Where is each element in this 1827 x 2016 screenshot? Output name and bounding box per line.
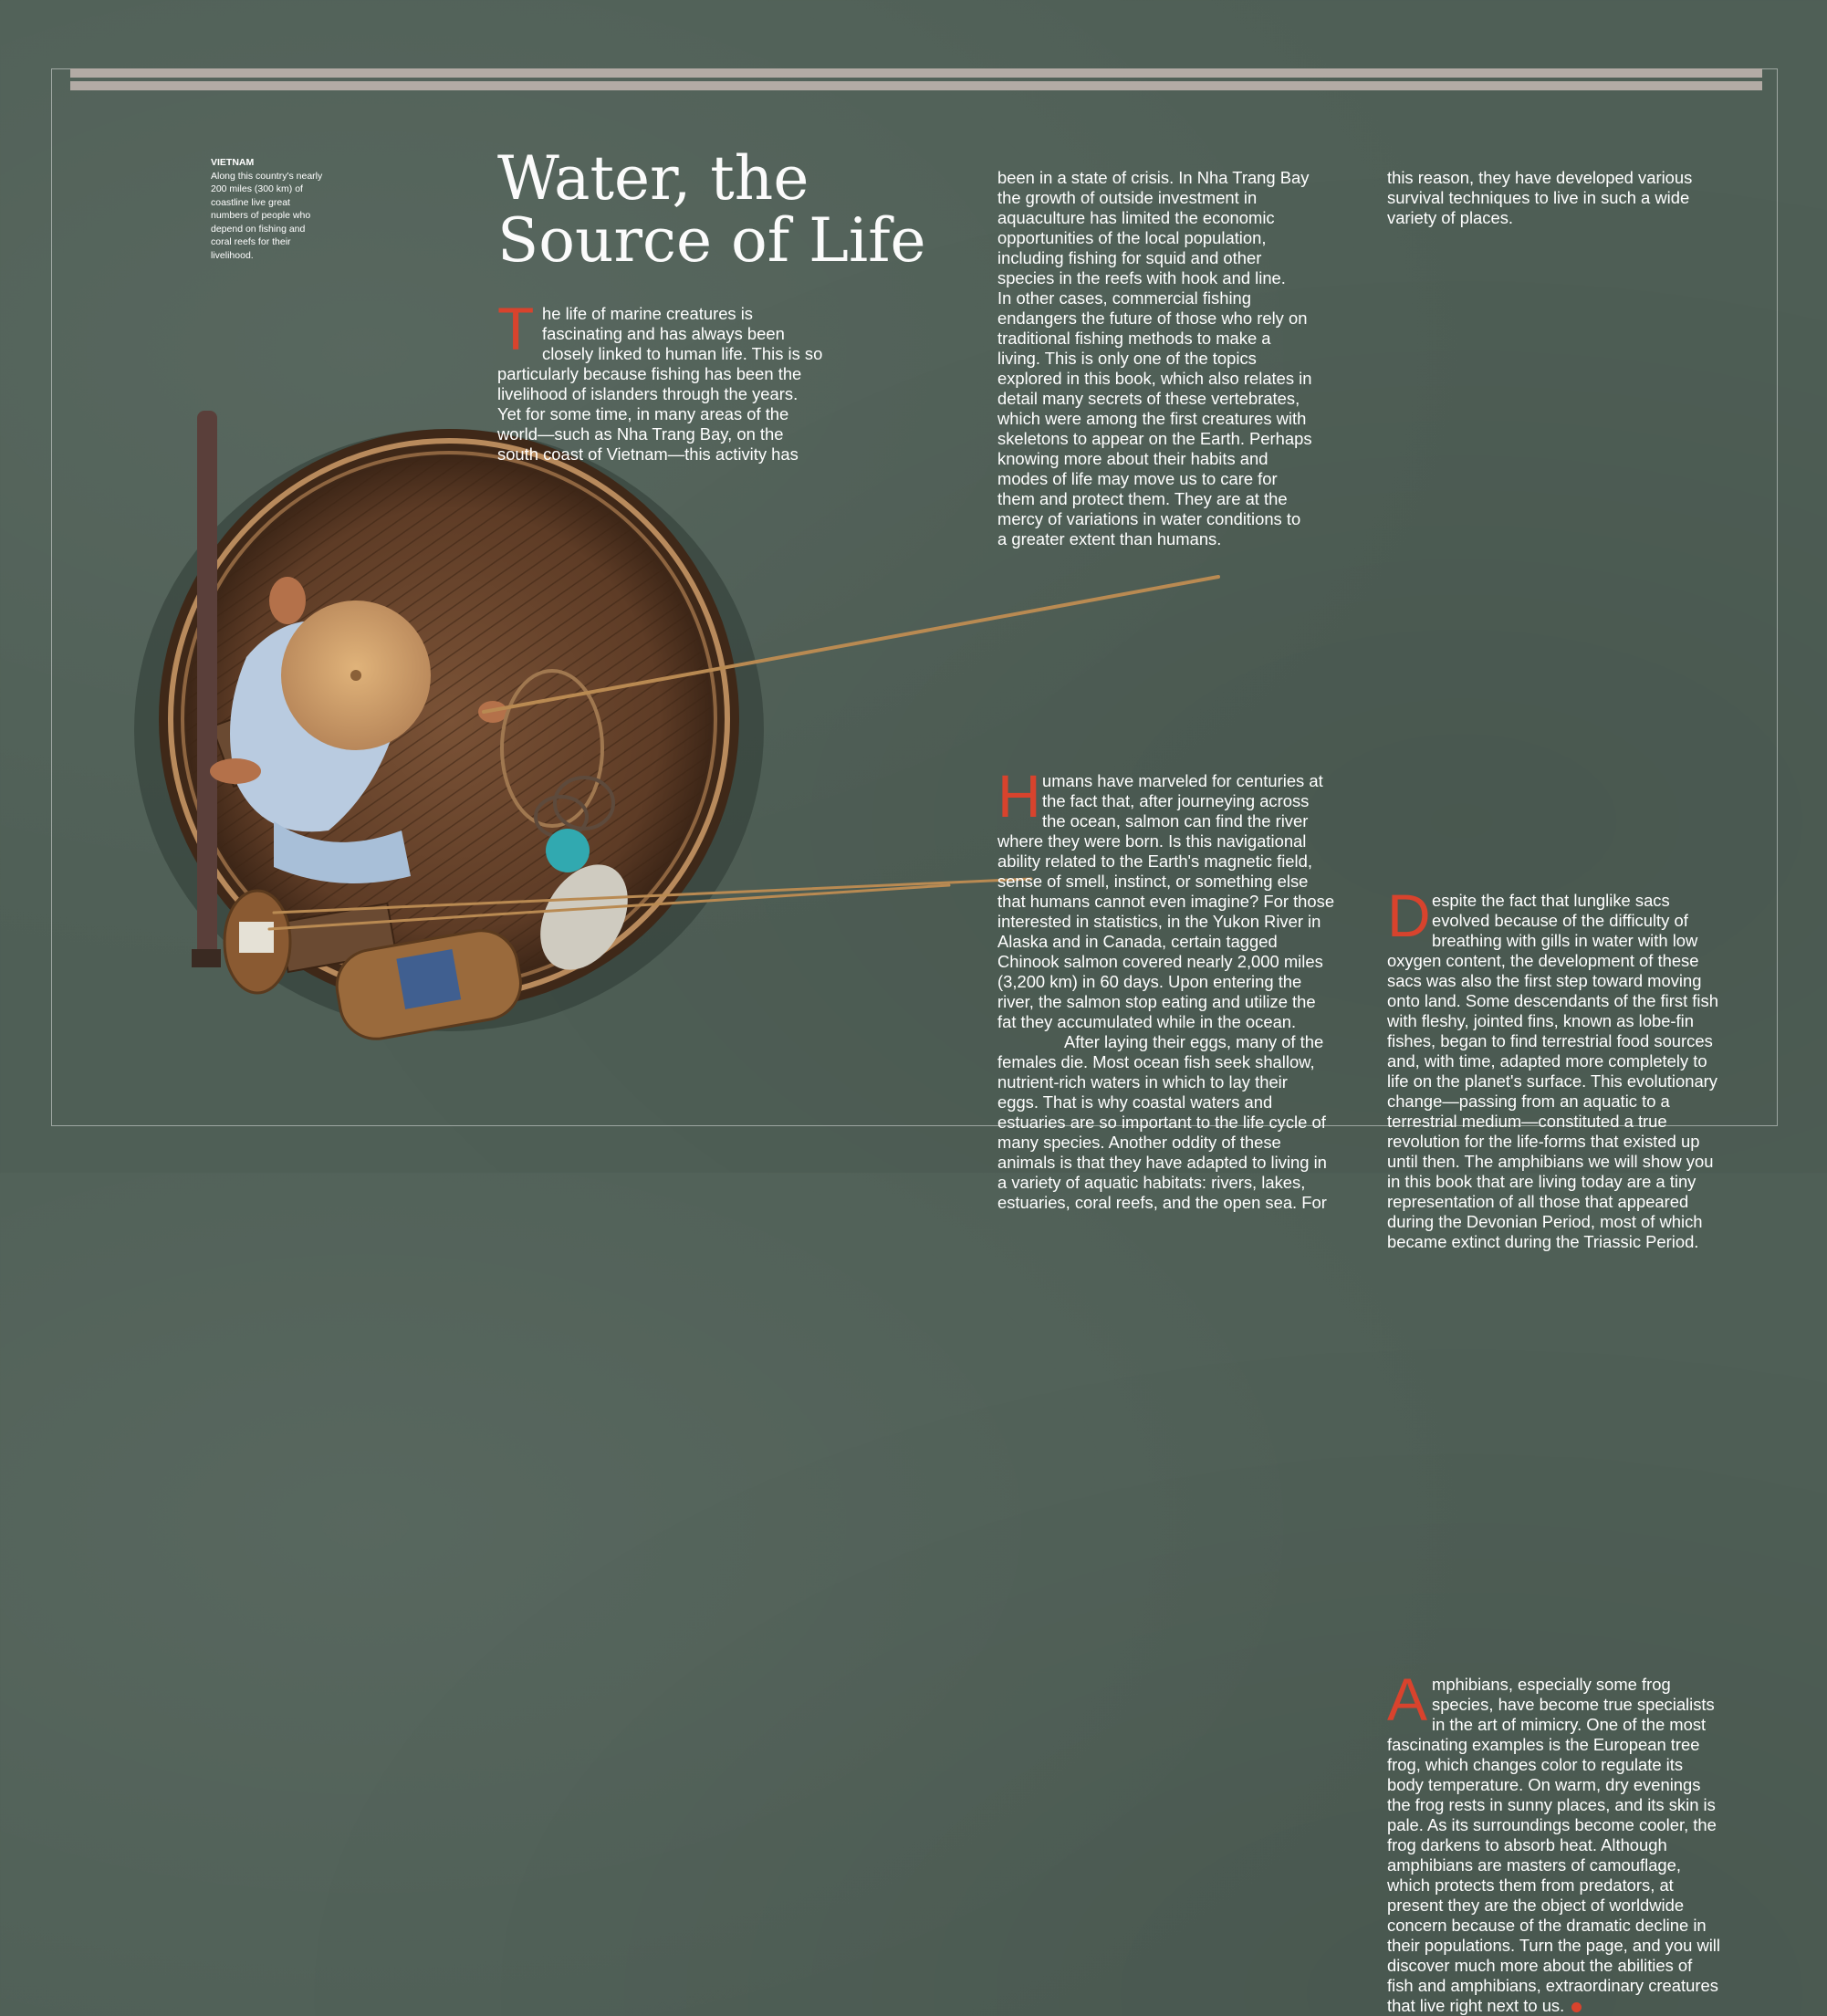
text-line: this reason, they have developed various [1387, 168, 1693, 187]
text-line: terrestrial medium—constituted a true [1387, 1112, 1667, 1131]
text-line: onto land. Some descendants of the first fish [1387, 991, 1718, 1010]
text-line: skeletons to appear on the Earth. Perhaps [997, 429, 1312, 448]
column-3-top [1387, 168, 1734, 228]
text-line: he life of marine creatures is [542, 304, 754, 323]
text-line: many species. Another oddity of these [997, 1133, 1281, 1152]
caption-title: VIETNAM [211, 157, 255, 168]
text-line: particularly because fishing has been the [497, 364, 802, 383]
text-line: evolved because of the difficulty of [1432, 911, 1688, 930]
text-line: sense of smell, instinct, or something else [997, 872, 1309, 891]
text-line: pale. As its surroundings become cooler, the [1387, 1815, 1717, 1834]
text-line: aquaculture has limited the economic [997, 208, 1275, 227]
text-line: that humans cannot even imagine? For those [997, 892, 1335, 911]
text-line: After laying their eggs, many of the [1064, 1032, 1324, 1051]
text-line: which protects them from predators, at [1387, 1875, 1674, 1895]
text-line: species, have become true specialists [1432, 1695, 1715, 1714]
text-line: animals is that they have adapted to living in [997, 1153, 1327, 1172]
text-line: frog darkens to absorb heat. Although [1387, 1835, 1667, 1854]
text-line: modes of life may move us to care for [997, 469, 1278, 488]
text-line: a variety of aquatic habitats: rivers, lakes, [997, 1173, 1306, 1192]
text-line: interested in statistics, in the Yukon River in [997, 912, 1321, 931]
text-line: frog, which changes color to regulate its [1387, 1755, 1684, 1774]
text-line: fish and amphibians, extraordinary creatures [1387, 1976, 1718, 1995]
text-line: their populations. Turn the page, and you will [1387, 1936, 1720, 1955]
text-line: endangers the future of those who rely on [997, 308, 1308, 328]
text-line: estuaries, coral reefs, and the open sea. For [997, 1193, 1327, 1212]
photo-caption [211, 156, 348, 262]
text-line [1387, 1996, 1734, 2016]
text-line: traditional fishing methods to make a [997, 329, 1271, 348]
text-line: representation of all those that appeared [1387, 1192, 1689, 1211]
caption-line: livelihood. [211, 249, 254, 261]
text-line: present they are the object of worldwide [1387, 1896, 1685, 1915]
text-line: amphibians are masters of camouflage, [1387, 1855, 1681, 1875]
column-3-middle [1387, 882, 1734, 1252]
text-line: Chinook salmon covered nearly 2,000 miles [997, 952, 1323, 971]
text-line: revolution for the life-forms that existed up [1387, 1132, 1700, 1151]
text-line: opportunities of the local population, [997, 228, 1267, 247]
text-line: discover much more about the abilities of [1387, 1956, 1693, 1975]
text-line: world—such as Nha Trang Bay, on the [497, 424, 784, 444]
drop-cap: A [1387, 1666, 1428, 1733]
text-line: breathing with gills in water with low [1432, 931, 1698, 950]
text-line: ability related to the Earth's magnetic field, [997, 851, 1312, 871]
text-line: fascinating and has always been [542, 324, 785, 343]
text-line: closely linked to human life. This is so [542, 344, 823, 363]
text-line: species in the reefs with hook and line. [997, 268, 1286, 287]
text-line: concern because of the dramatic decline in [1387, 1916, 1707, 1935]
top-rule [70, 81, 1762, 90]
text-line: change—passing from an aquatic to a [1387, 1092, 1670, 1111]
text-line: river, the salmon stop eating and utilize the [997, 992, 1316, 1011]
drop-cap: D [1387, 882, 1431, 949]
column-2-top [997, 168, 1344, 549]
text-line: the fact that, after journeying across [1042, 791, 1310, 810]
text-line: until then. The amphibians we will show you [1387, 1152, 1714, 1171]
text-line: which were among the first creatures with [997, 409, 1307, 428]
end-mark-icon [1571, 2002, 1582, 2012]
drop-cap: H [997, 762, 1041, 830]
text-line: where they were born. Is this navigational [997, 831, 1307, 851]
headline-line: Source of Life [497, 205, 926, 276]
text-line: with fleshy, jointed fins, known as lobe-fin [1387, 1011, 1694, 1030]
caption-line: coral reefs for their [211, 236, 291, 247]
text-line: fascinating examples is the European tree [1387, 1735, 1700, 1754]
text-line: (3,200 km) in 60 days. Upon entering the [997, 972, 1302, 991]
text-line: fat they accumulated while in the ocean. [997, 1012, 1297, 1031]
text-line: sacs was also the first step toward moving [1387, 971, 1702, 990]
text-line: south coast of Vietnam—this activity has [497, 444, 799, 464]
text-line: females die. Most ocean fish seek shallow, [997, 1052, 1315, 1071]
headline-line: Water, the [497, 143, 809, 214]
text-line: oxygen content, the development of these [1387, 951, 1699, 970]
intro-paragraph [497, 295, 844, 465]
caption-line: numbers of people who [211, 210, 311, 221]
text-line: including fishing for squid and other [997, 248, 1262, 267]
text-line: and, with time, adapted more completely to [1387, 1051, 1707, 1071]
text-line: in this book that are living today are a tiny [1387, 1172, 1696, 1191]
text-line: mphibians, especially some frog [1432, 1675, 1671, 1694]
text-line: survival techniques to live in such a wide [1387, 188, 1690, 207]
text-line: explored in this book, which also relates in [997, 369, 1312, 388]
text-line: detail many secrets of these vertebrates, [997, 389, 1300, 408]
text-line: Alaska and in Canada, certain tagged [997, 932, 1278, 951]
column-2-bottom [997, 762, 1344, 1213]
headline [497, 143, 972, 276]
text-line: nutrient-rich waters in which to lay their [997, 1072, 1288, 1092]
caption-line: depend on fishing and [211, 223, 306, 235]
text-line: the frog rests in sunny places, and its skin is [1387, 1795, 1716, 1814]
text-line: espite the fact that lunglike sacs [1432, 891, 1670, 910]
text-line: them and protect them. They are at the [997, 489, 1288, 508]
caption-line: Along this country's nearly [211, 170, 323, 182]
text-line: during the Devonian Period, most of which [1387, 1212, 1703, 1231]
caption-line: 200 miles (300 km) of [211, 183, 303, 194]
text-line: eggs. That is why coastal waters and [997, 1092, 1273, 1112]
text-line: fishes, began to find terrestrial food sources [1387, 1031, 1713, 1050]
text-line: variety of places. [1387, 208, 1513, 227]
text-line: In other cases, commercial fishing [997, 288, 1252, 308]
text-line: in the art of mimicry. One of the most [1432, 1715, 1707, 1734]
text-line-content: that live right next to us. [1387, 1996, 1565, 2015]
text-line: life on the planet's surface. This evolutionary [1387, 1071, 1717, 1091]
text-line: became extinct during the Triassic Period. [1387, 1232, 1699, 1251]
text-line: the growth of outside investment in [997, 188, 1258, 207]
text-line: been in a state of crisis. In Nha Trang Bay [997, 168, 1310, 187]
text-line: umans have marveled for centuries at [1042, 771, 1323, 790]
caption-line: coastline live great [211, 196, 290, 208]
text-line: mercy of variations in water conditions to [997, 509, 1301, 528]
text-line: body temperature. On warm, dry evenings [1387, 1775, 1701, 1794]
text-line: knowing more about their habits and [997, 449, 1268, 468]
text-line: a greater extent than humans. [997, 529, 1222, 548]
drop-cap: T [497, 295, 535, 362]
teal-container [546, 829, 590, 872]
text-line: living. This is only one of the topics [997, 349, 1257, 368]
text-line: estuaries are so important to the life cycle of [997, 1112, 1326, 1132]
text-line: livelihood of islanders through the years. [497, 384, 799, 403]
text-line: Yet for some time, in many areas of the [497, 404, 789, 423]
text-line: the ocean, salmon can find the river [1042, 811, 1309, 830]
column-3-bottom [1387, 1666, 1734, 2016]
top-rule [70, 68, 1762, 78]
